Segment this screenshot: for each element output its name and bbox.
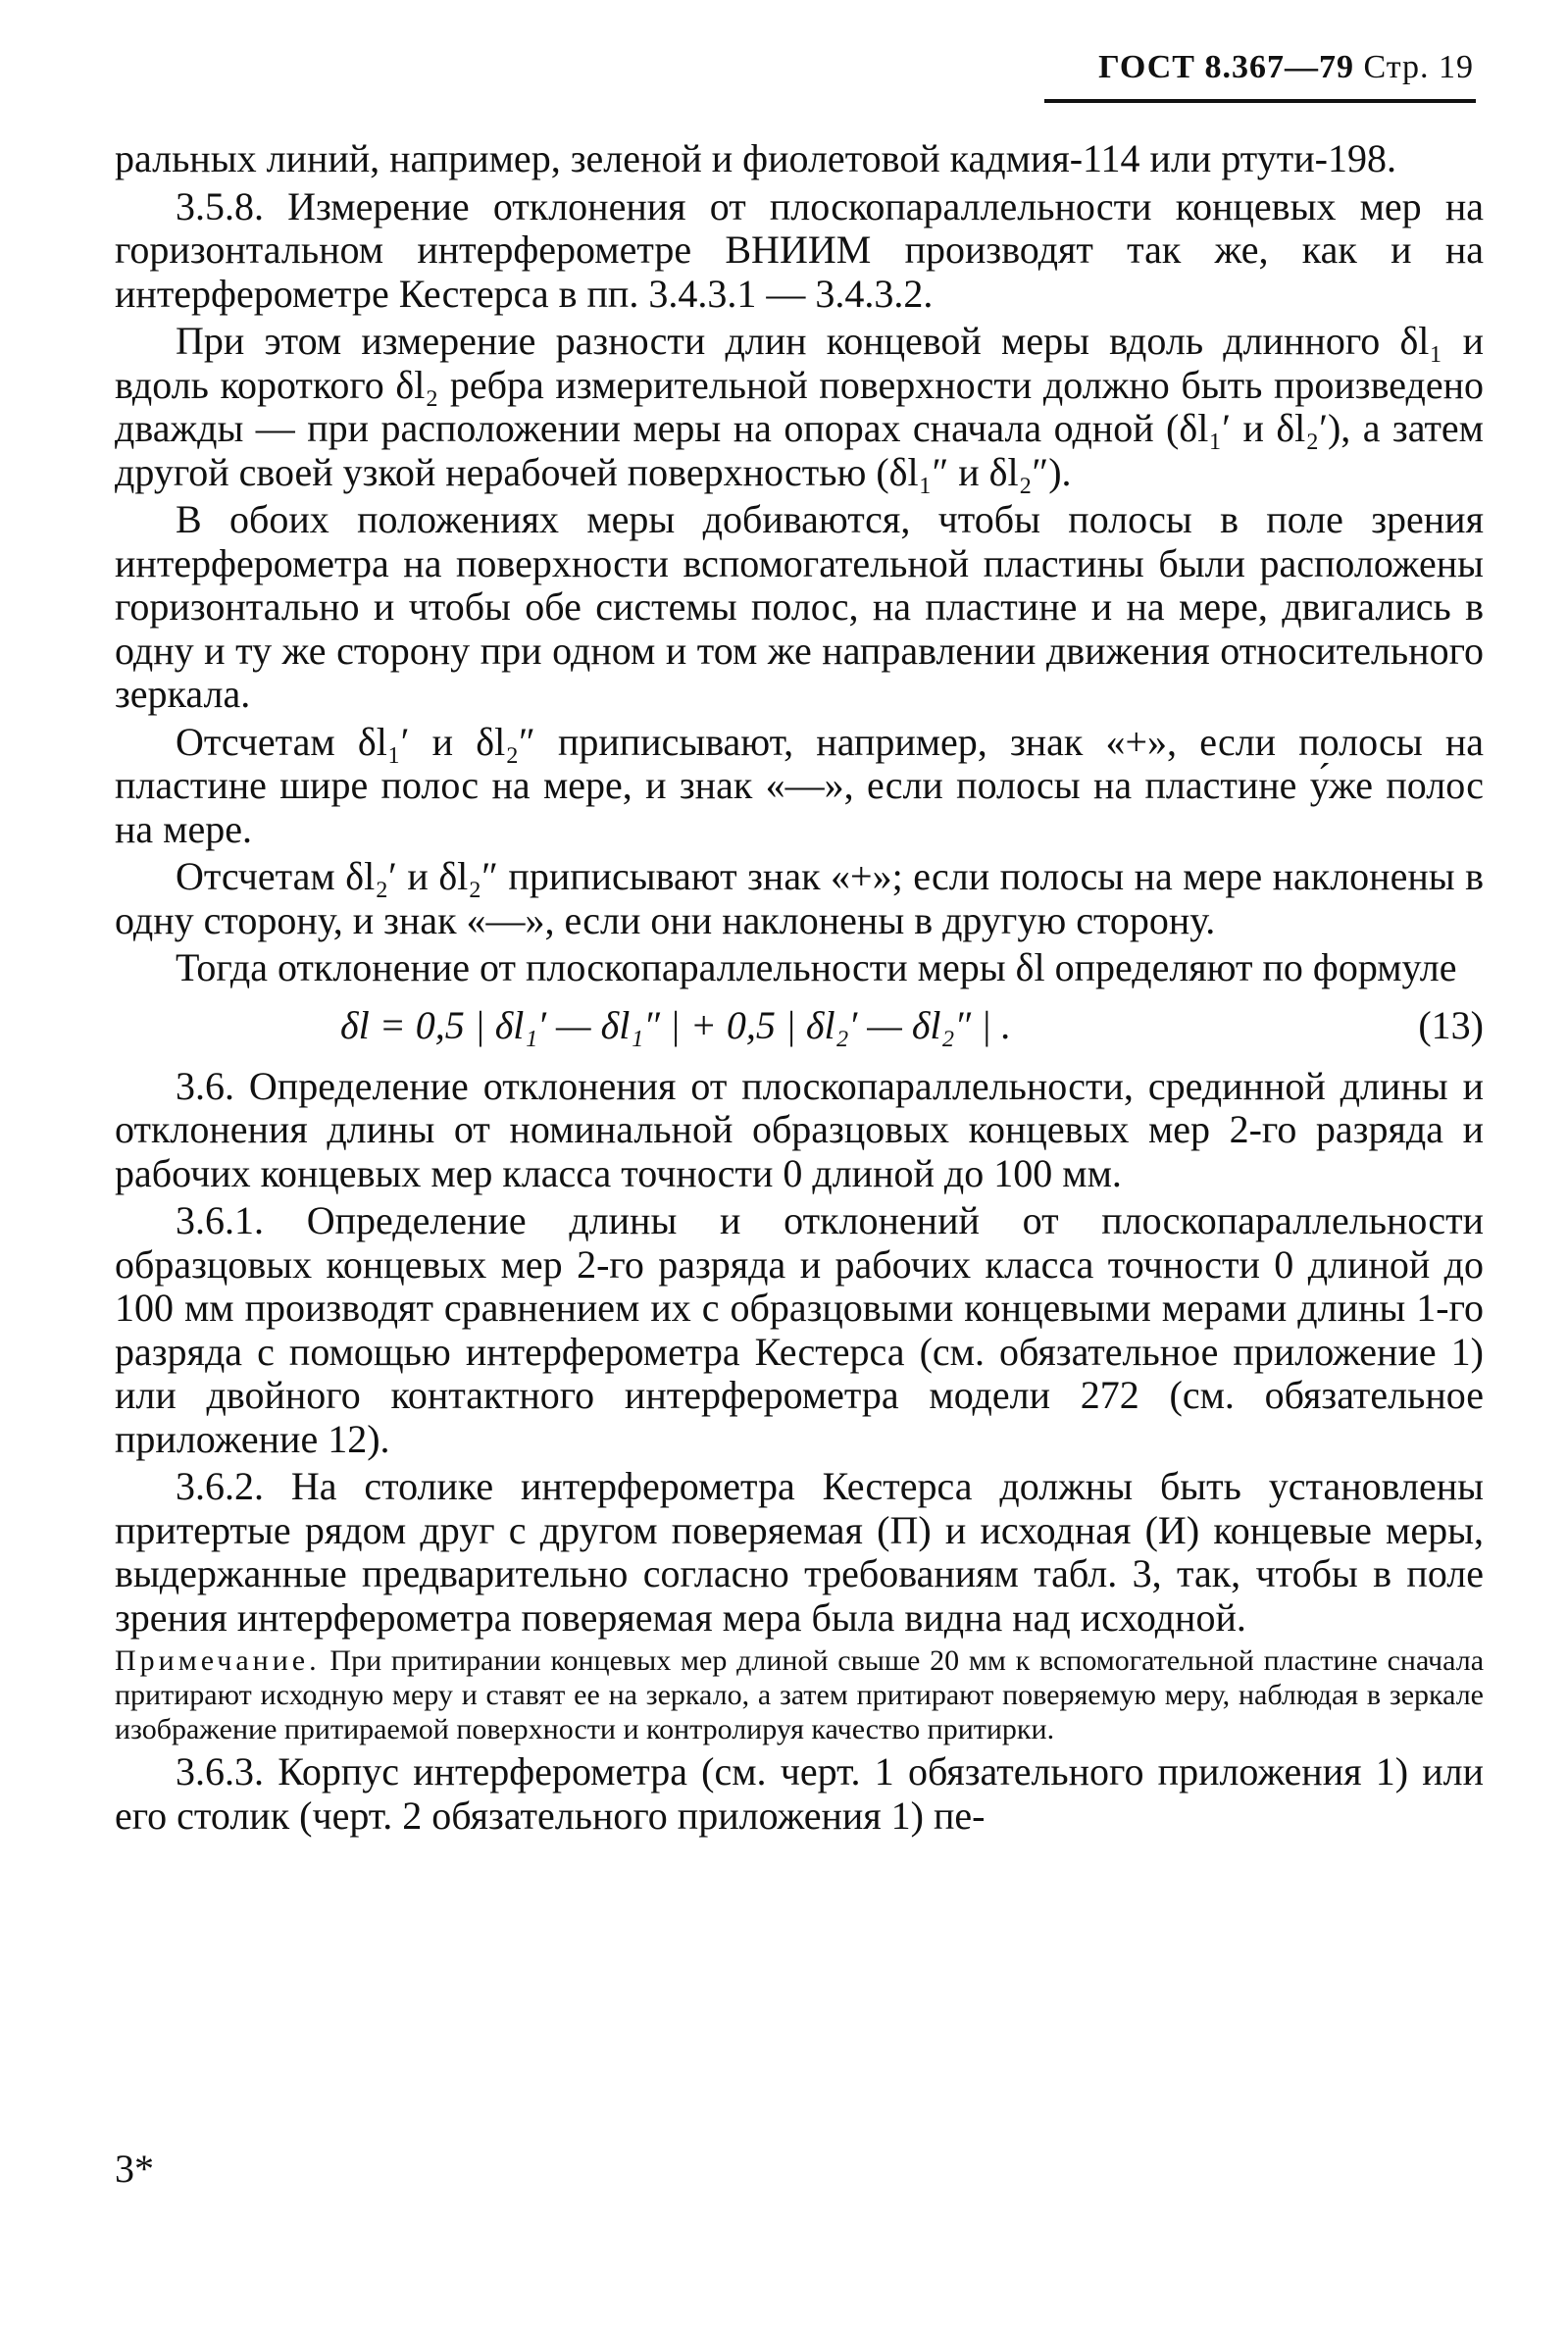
formula-number: (13) [1418, 1002, 1484, 1047]
paragraph-both-positions: В обоих положениях меры добиваются, чтобы полосы в поле зрения интерферометра на поверхности вспомогательной пластины были расположены горизонтально и чтобы обе системы полос, на пластине и на мере, двигались в одну и ту же сторону при одном и том же направлении движения относительного зеркала. [115, 497, 1484, 716]
formula-13 [115, 998, 1484, 1057]
paragraph-3-6-1: 3.6.1. Определение длины и отклонений от плоскопараллельности образцовых концевых мер 2-го разряда и рабочих класса точности 0 длиной до 100 мм производят сравнением их с образцовыми концевыми мерами длины 1-го разряда с помощью интерферометра Кестерса (см. обязательное приложение 1) или двойного контактного интерферометра модели 272 (см. обязательное приложение 12). [115, 1198, 1484, 1461]
note-text: При притирании концевых мер длиной свыше 20 мм к вспомогательной пластине сначала притирают исходную меру и ставят ее на зеркало, а затем притирают поверяемую меру, наблюдая в зеркале изображение притираемой поверхности и контролируя качество притирки. [115, 1644, 1485, 1745]
page-header [1098, 49, 1474, 86]
formula-expression: δl = 0,5 | δl₁′ — δl₁″ | + 0,5 | δl₂′ — δl₂″ | . [340, 1002, 1012, 1047]
standard-number: ГОСТ 8.367—79 [1098, 49, 1354, 85]
page-number: Стр. 19 [1363, 49, 1474, 85]
paragraph-continuation: ральных линий, например, зеленой и фиолетовой кадмия-114 или ртути-198. [115, 136, 1396, 180]
paragraph-formula-intro: Тогда отклонение от плоскопараллельности меры δl определяют по формуле [176, 945, 1457, 989]
paragraph-3-6-3: 3.6.3. Корпус интерферометра (см. черт. 1 обязательного приложения 1) или его столик (черт. 2 обязательного приложения 1) пе- [115, 1749, 1484, 1838]
paragraph-measurement-twice: При этом измерение разности длин концевой меры вдоль длинного δl₁ и вдоль короткого δl₂ ребра измерительной поверхности должно быть произведено дважды — при расположении меры на опорах сначала одной (δl₁′ и δl₂′), а затем другой своей узкой нерабочей поверхностью (δl₁″ и δl₂″). [115, 319, 1484, 494]
paragraph-3-5-8: 3.5.8. Измерение отклонения от плоскопараллельности концевых мер на горизонтальном интерферометре ВНИИМ производят так же, как и на интерферометре Кестерса в пп. 3.4.3.1 — 3.4.3.2. [115, 183, 1484, 316]
signature-mark: 3* [115, 2147, 154, 2191]
paragraph-3-6-2: 3.6.2. На столике интерферометра Кестерса должны быть установлены притертые рядом друг с другом поверяемая (П) и исходная (И) концевые меры, выдержанные предварительно согласно требованиям табл. 3, так, чтобы в поле зрения интерферометра поверяемая мера была видна над исходной. [115, 1464, 1484, 1640]
paragraph-sign-readings-1: Отсчетам δl₁′ и δl₂″ приписывают, например, знак «+», если полосы на пластине шире полос на мере, и знак «—», если полосы на пластине у́же полос на мере. [115, 719, 1484, 851]
paragraph-sign-readings-2: Отсчетам δl₂′ и δl₂″ приписывают знак «+»; если полосы на мере наклонены в одну сторону, и знак «—», если они наклонены в другую сторону. [115, 854, 1484, 942]
document-body [115, 137, 1484, 1842]
paragraph-3-6: 3.6. Определение отклонения от плоскопараллельности, срединной длины и отклонения длины от номинальной образцовых концевых мер 2-го разряда и рабочих концевых мер класса точности 0 длиной до 100 мм. [115, 1063, 1484, 1195]
note [115, 1643, 1484, 1746]
note-label: Примечание. [115, 1644, 321, 1677]
header-rule [1044, 99, 1476, 103]
